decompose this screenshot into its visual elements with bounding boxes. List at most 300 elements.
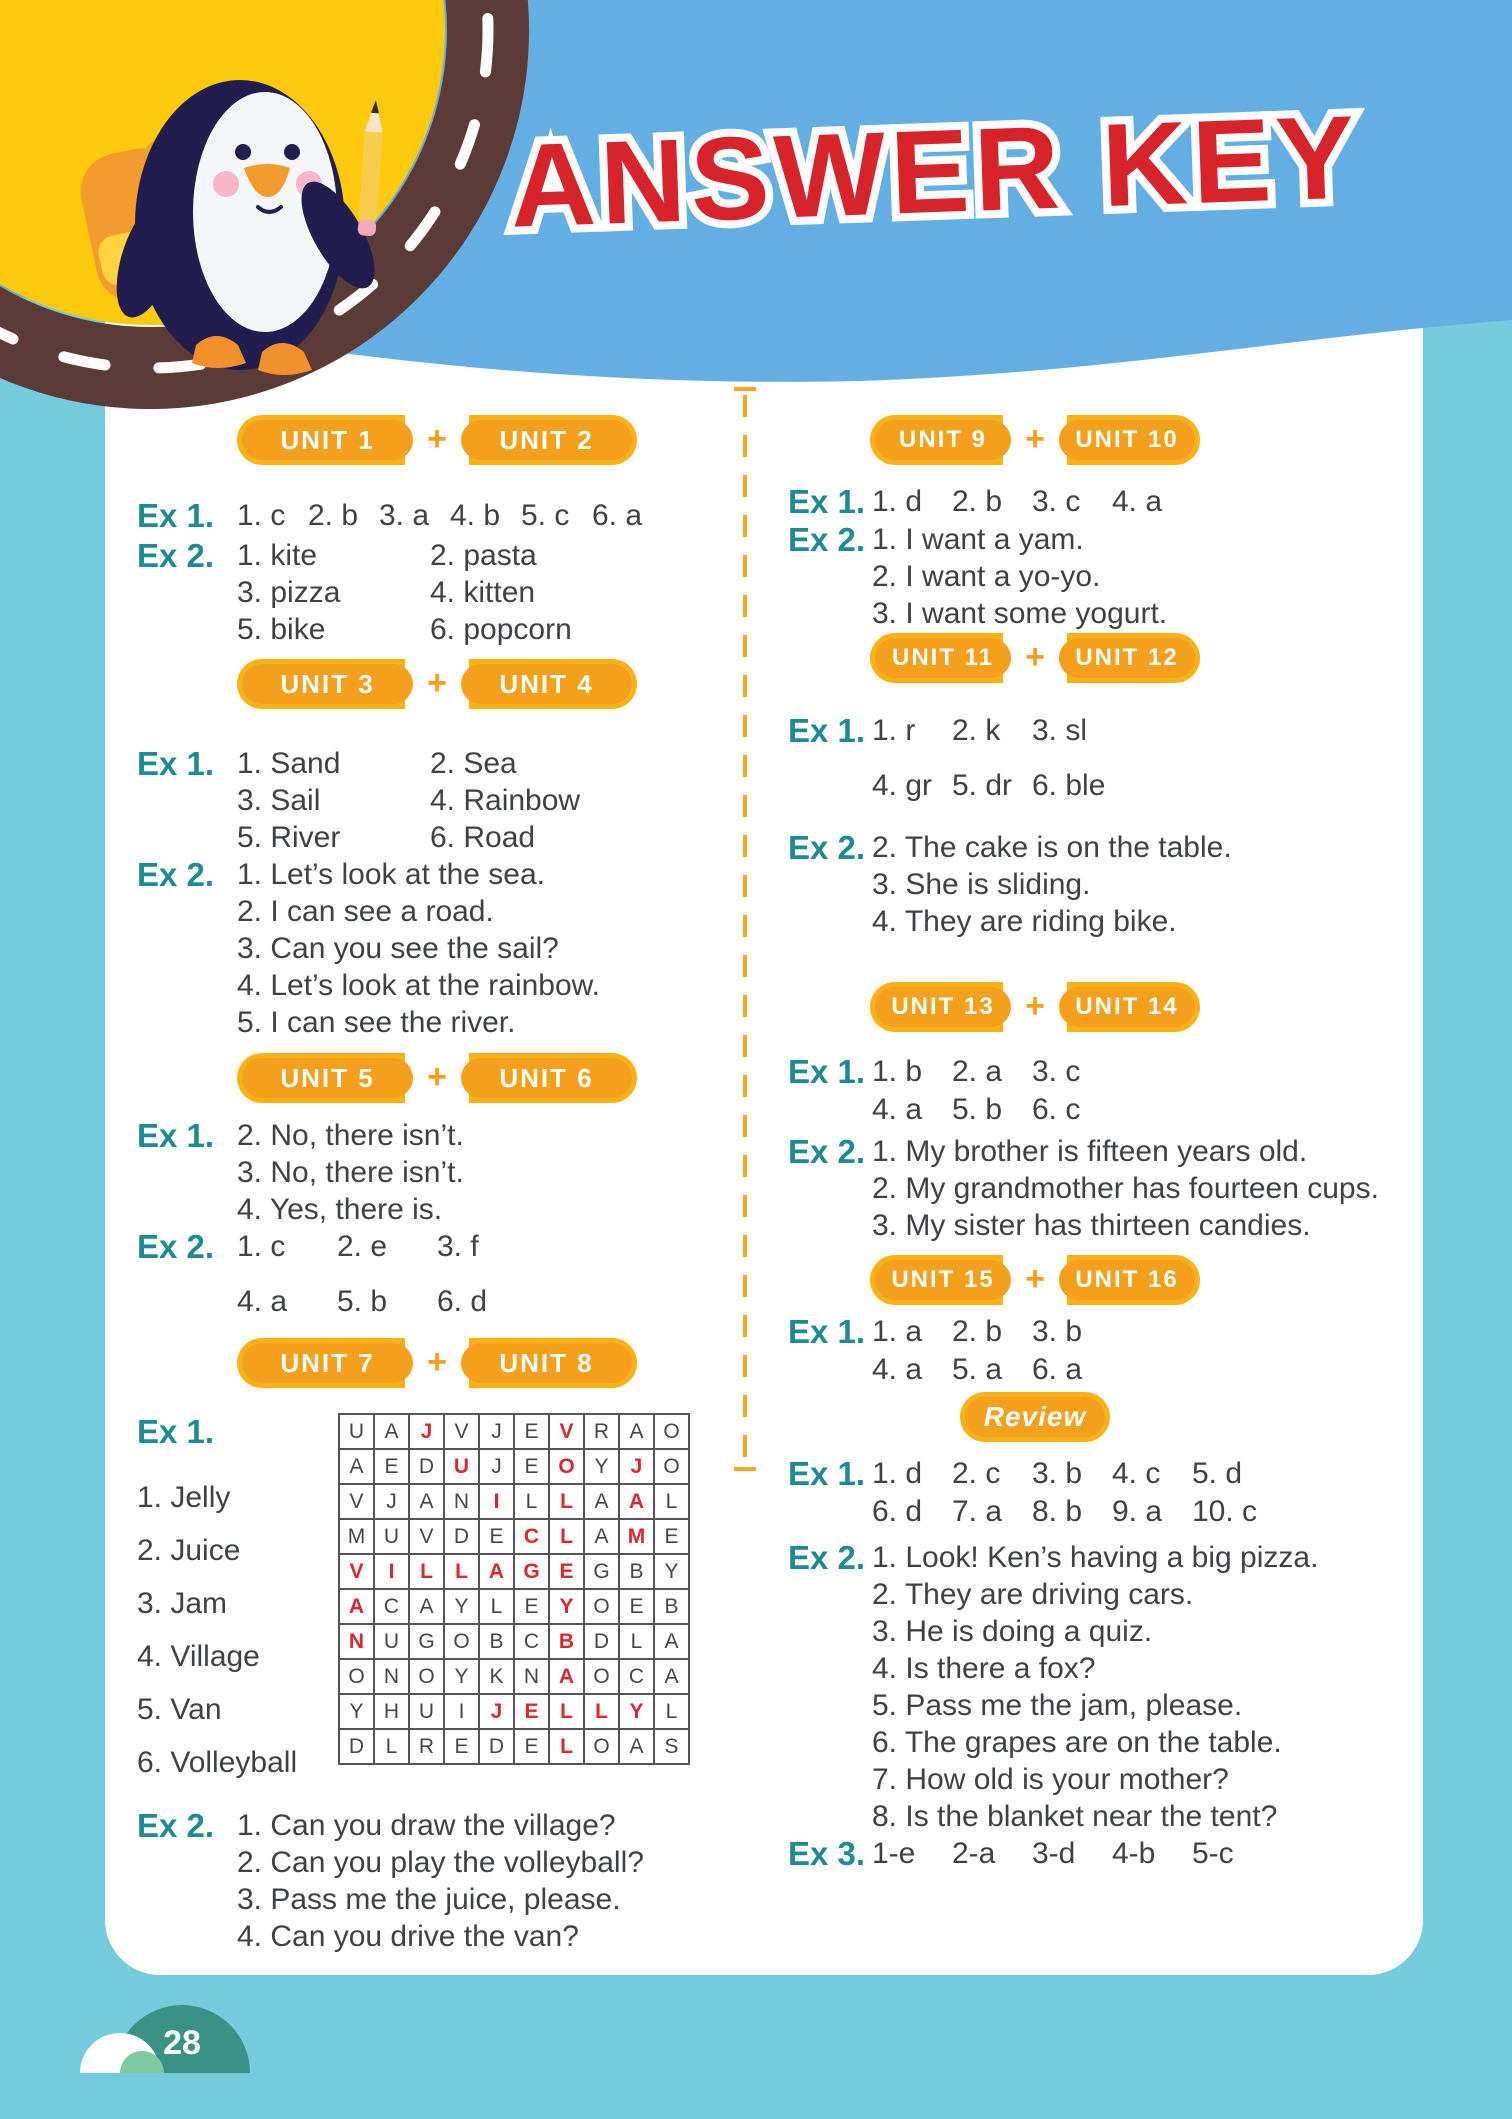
- exercise-label: Ex 2.: [788, 829, 866, 866]
- exercise-label: Ex 1.: [137, 1413, 215, 1450]
- grid-cell: I: [479, 1484, 514, 1519]
- grid-cell: E: [654, 1519, 689, 1554]
- unit-badge-right-label: UNIT 8: [461, 1343, 632, 1383]
- grid-cell: Y: [444, 1589, 479, 1624]
- exercise-answers: [872, 1539, 1427, 1835]
- exercise: [788, 521, 1423, 632]
- exercise: [137, 745, 693, 856]
- word-list-item: 2. Juice: [137, 1534, 241, 1567]
- answer-pair-row: [237, 745, 707, 782]
- grid-cell: V: [339, 1484, 374, 1519]
- exercise-label: Ex 1.: [137, 1117, 215, 1154]
- word-search-exercise: [137, 1413, 693, 1797]
- answer-item: 3. b: [1032, 1315, 1083, 1348]
- unit-section: [788, 415, 1423, 632]
- grid-cell: A: [374, 1414, 409, 1449]
- unit-section: [788, 633, 1423, 940]
- answer-item: 2. c: [952, 1457, 1001, 1490]
- exercise-label: Ex 2.: [137, 537, 215, 574]
- exercise: [788, 1539, 1423, 1835]
- exercise: [137, 856, 693, 1041]
- answer-item: 5. River: [237, 821, 341, 854]
- answer-item: 4-b: [1112, 1837, 1156, 1870]
- answer-pair-row: [237, 574, 707, 611]
- grid-cell: A: [584, 1519, 619, 1554]
- unit-badge-right-label: UNIT 16: [1059, 1260, 1195, 1300]
- answer-item: 3. c: [1032, 485, 1081, 518]
- unit-badge-left-label: UNIT 13: [875, 987, 1011, 1027]
- exercise: [137, 1117, 693, 1228]
- unit-section: [137, 1053, 693, 1321]
- answer-line: 7. How old is your mother?: [872, 1763, 1229, 1796]
- exercise-answers: [237, 537, 707, 648]
- grid-cell: B: [479, 1624, 514, 1659]
- grid-cell: B: [619, 1554, 654, 1589]
- grid-cell: J: [479, 1449, 514, 1484]
- plus-icon: +: [1025, 986, 1045, 1025]
- right-column: [788, 400, 1423, 1873]
- answer-line: 3. He is doing a quiz.: [872, 1615, 1153, 1648]
- grid-cell: A: [409, 1484, 444, 1519]
- grid-cell: D: [479, 1729, 514, 1764]
- answer-line: 3. Can you see the sail?: [237, 932, 559, 965]
- page-number-hill: [70, 1990, 330, 2075]
- answer-line: 2. I want a yo-yo.: [872, 560, 1101, 593]
- answer-item: 2. b: [308, 499, 359, 532]
- unit-badge-left-label: UNIT 11: [875, 638, 1011, 678]
- plus-icon: +: [427, 663, 447, 702]
- answer-line: 4. Yes, there is.: [237, 1193, 443, 1226]
- exercise-label: Ex 3.: [788, 1835, 866, 1872]
- grid-cell: C: [619, 1659, 654, 1694]
- exercise-answers: [872, 829, 1427, 940]
- answer-item: 2. k: [952, 714, 1001, 747]
- grid-cell: A: [549, 1659, 584, 1694]
- answer-item: 6. ble: [1032, 769, 1106, 802]
- answer-item: 3. Sail: [237, 784, 321, 817]
- badge-notch: [405, 1338, 469, 1388]
- grid-cell: D: [409, 1449, 444, 1484]
- answer-row: [872, 1053, 1427, 1091]
- word-search-grid: [338, 1413, 690, 1765]
- answer-item: 1. d: [872, 1457, 923, 1490]
- answer-item: 2. pasta: [430, 539, 537, 572]
- grid-cell: O: [584, 1589, 619, 1624]
- answer-item: 6. Road: [430, 821, 536, 854]
- grid-cell: E: [444, 1729, 479, 1764]
- grid-cell: L: [549, 1519, 584, 1554]
- grid-cell: J: [479, 1414, 514, 1449]
- answer-item: 5. b: [337, 1285, 388, 1318]
- unit-section: [788, 1392, 1423, 1873]
- grid-cell: L: [549, 1484, 584, 1519]
- answer-item: 4. c: [1112, 1457, 1161, 1490]
- grid-cell: N: [339, 1624, 374, 1659]
- grid-cell: L: [514, 1484, 549, 1519]
- unit-section: [137, 1338, 693, 1955]
- grid-cell: O: [654, 1414, 689, 1449]
- exercise-answers: [872, 1835, 1427, 1873]
- grid-cell: U: [444, 1449, 479, 1484]
- unit-badge-left-label: UNIT 5: [242, 1058, 413, 1098]
- grid-cell: A: [619, 1414, 654, 1449]
- grid-cell: A: [654, 1659, 689, 1694]
- answer-line: 1. Look! Ken’s having a big pizza.: [872, 1541, 1319, 1574]
- plus-icon: +: [427, 419, 447, 458]
- unit-badge: [870, 415, 1200, 465]
- grid-cell: Y: [444, 1659, 479, 1694]
- grid-row: [339, 1659, 689, 1694]
- exercise-label: Ex 2.: [788, 1133, 866, 1170]
- grid-cell: L: [444, 1554, 479, 1589]
- grid-cell: C: [514, 1624, 549, 1659]
- grid-cell: K: [479, 1659, 514, 1694]
- grid-cell: E: [374, 1449, 409, 1484]
- left-column: [137, 400, 693, 1955]
- header-art: [0, 0, 1512, 440]
- unit-badge-right-label: UNIT 14: [1059, 987, 1195, 1027]
- grid-cell: M: [339, 1519, 374, 1554]
- grid-cell: E: [514, 1449, 549, 1484]
- grid-cell: O: [444, 1624, 479, 1659]
- answer-line: 2. Can you play the volleyball?: [237, 1846, 644, 1879]
- grid-cell: L: [409, 1554, 444, 1589]
- grid-cell: V: [409, 1519, 444, 1554]
- exercise: [788, 712, 1423, 805]
- plus-icon: +: [1025, 1259, 1045, 1298]
- grid-cell: L: [549, 1694, 584, 1729]
- exercise-answers: [872, 1053, 1427, 1129]
- grid-cell: L: [654, 1484, 689, 1519]
- answer-line: 3. I want some yogurt.: [872, 597, 1168, 630]
- badge-notch: [1003, 633, 1067, 683]
- exercise-answers: [237, 497, 707, 535]
- grid-cell: S: [654, 1729, 689, 1764]
- answer-item: 4. kitten: [430, 576, 536, 609]
- unit-section: [137, 659, 693, 1041]
- answer-line: 2. No, there isn’t.: [237, 1119, 464, 1152]
- exercise: [137, 537, 693, 648]
- answer-item: 3. sl: [1032, 714, 1088, 747]
- answer-line: 5. I can see the river.: [237, 1006, 516, 1039]
- grid-cell: J: [409, 1414, 444, 1449]
- exercise-answers: [872, 1455, 1427, 1531]
- grid-cell: Y: [339, 1694, 374, 1729]
- answer-item: 5. bike: [237, 613, 326, 646]
- answer-item: 4. a: [237, 1285, 288, 1318]
- grid-cell: G: [409, 1624, 444, 1659]
- answer-item: 5. d: [1192, 1457, 1243, 1490]
- answer-item: 4. gr: [872, 769, 933, 802]
- grid-cell: E: [514, 1694, 549, 1729]
- unit-badge: [237, 415, 637, 465]
- grid-cell: E: [514, 1414, 549, 1449]
- answer-line: 3. She is sliding.: [872, 868, 1091, 901]
- answer-line: 8. Is the blanket near the tent?: [872, 1800, 1278, 1833]
- answer-item: 4. a: [872, 1353, 923, 1386]
- plus-icon: +: [1025, 637, 1045, 676]
- grid-cell: A: [654, 1624, 689, 1659]
- grid-cell: L: [619, 1624, 654, 1659]
- answer-item: 1. kite: [237, 539, 318, 572]
- answer-row: [872, 1313, 1427, 1351]
- exercise: [137, 1807, 693, 1955]
- unit-badge-left-label: UNIT 7: [242, 1343, 413, 1383]
- answer-item: 4. Rainbow: [430, 784, 581, 817]
- answer-pair-row: [237, 782, 707, 819]
- grid-cell: G: [514, 1554, 549, 1589]
- word-list-item: 4. Village: [137, 1640, 260, 1673]
- page-number: 28: [163, 2024, 201, 2062]
- grid-cell: N: [444, 1484, 479, 1519]
- grid-cell: Y: [619, 1694, 654, 1729]
- badge-notch: [405, 415, 469, 465]
- unit-section: [788, 1255, 1423, 1389]
- grid-row: [339, 1519, 689, 1554]
- exercise: [788, 1313, 1423, 1389]
- badge-notch: [1003, 415, 1067, 465]
- answer-item: 6. d: [872, 1495, 923, 1528]
- grid-cell: O: [549, 1449, 584, 1484]
- unit-section: [137, 415, 693, 648]
- answer-item: 6. popcorn: [430, 613, 572, 646]
- grid-cell: U: [409, 1694, 444, 1729]
- answer-item: 1-e: [872, 1837, 916, 1870]
- grid-row: [339, 1449, 689, 1484]
- exercise-answers: [237, 1228, 707, 1321]
- badge-notch: [405, 659, 469, 709]
- unit-badge-left-label: UNIT 3: [242, 664, 413, 704]
- answer-item: 1. b: [872, 1055, 923, 1088]
- answer-item: 2. b: [952, 485, 1003, 518]
- grid-cell: J: [479, 1694, 514, 1729]
- exercise-answers: [872, 521, 1427, 632]
- exercise-answers: [872, 1133, 1427, 1244]
- grid-cell: E: [619, 1589, 654, 1624]
- grid-cell: A: [619, 1729, 654, 1764]
- grid-cell: Y: [654, 1554, 689, 1589]
- exercise-label: Ex 1.: [137, 497, 215, 534]
- answer-item: 2-a: [952, 1837, 996, 1870]
- answer-line: 1. I want a yam.: [872, 523, 1084, 556]
- answer-row: [872, 1493, 1427, 1531]
- answer-item: 1. d: [872, 485, 923, 518]
- exercise-label: Ex 2.: [788, 1539, 866, 1576]
- grid-row: [339, 1414, 689, 1449]
- answer-item: 6. a: [1032, 1353, 1083, 1386]
- exercise-answers: [237, 745, 707, 856]
- review-badge-label: Review: [965, 1397, 1105, 1437]
- grid-row: [339, 1554, 689, 1589]
- answer-item: 4. a: [1112, 485, 1163, 518]
- unit-badge: [870, 1255, 1200, 1305]
- grid-cell: J: [374, 1484, 409, 1519]
- answer-line: 2. The cake is on the table.: [872, 831, 1232, 864]
- grid-cell: U: [374, 1519, 409, 1554]
- answer-line: 3. My sister has thirteen candies.: [872, 1209, 1311, 1242]
- answer-line: 2. They are driving cars.: [872, 1578, 1194, 1611]
- answer-item: 3. f: [437, 1230, 479, 1263]
- answer-pair-row: [237, 537, 707, 574]
- unit-badge: [237, 659, 637, 709]
- grid-cell: O: [409, 1659, 444, 1694]
- unit-badge: [237, 1053, 637, 1103]
- grid-cell: R: [584, 1414, 619, 1449]
- exercise: [788, 1053, 1423, 1129]
- answer-line: 1. Can you draw the village?: [237, 1809, 616, 1842]
- grid-cell: A: [339, 1449, 374, 1484]
- grid-cell: L: [654, 1694, 689, 1729]
- answer-row: [237, 1228, 707, 1266]
- grid-cell: J: [619, 1449, 654, 1484]
- grid-cell: L: [549, 1729, 584, 1764]
- answer-row: [872, 1835, 1427, 1873]
- answer-line: 2. My grandmother has fourteen cups.: [872, 1172, 1379, 1205]
- unit-badge: [870, 633, 1200, 683]
- grid-cell: E: [549, 1554, 584, 1589]
- exercise-answers: [237, 1117, 707, 1228]
- answer-pair-row: [237, 611, 707, 648]
- answer-item: 8. b: [1032, 1495, 1083, 1528]
- answer-item: 9. a: [1112, 1495, 1163, 1528]
- answer-item: 6. d: [437, 1285, 488, 1318]
- answer-line: 4. Is there a fox?: [872, 1652, 1096, 1685]
- answer-item: 3. b: [1032, 1457, 1083, 1490]
- unit-badge-right-label: UNIT 2: [461, 420, 632, 460]
- word-list-item: 3. Jam: [137, 1587, 228, 1620]
- grid-cell: V: [549, 1414, 584, 1449]
- grid-cell: N: [514, 1659, 549, 1694]
- answer-row: [237, 1283, 707, 1321]
- answer-line: 3. Pass me the juice, please.: [237, 1883, 621, 1916]
- answer-item: 3. a: [379, 499, 430, 532]
- grid-cell: U: [374, 1624, 409, 1659]
- grid-cell: I: [374, 1554, 409, 1589]
- grid-cell: E: [514, 1589, 549, 1624]
- grid-cell: D: [584, 1624, 619, 1659]
- exercise-label: Ex 1.: [788, 712, 866, 749]
- unit-section: [788, 982, 1423, 1244]
- exercise: [137, 497, 693, 535]
- grid-cell: A: [479, 1554, 514, 1589]
- answer-line: 1. My brother is fifteen years old.: [872, 1135, 1308, 1168]
- answer-line: 4. Let’s look at the rainbow.: [237, 969, 601, 1002]
- grid-cell: B: [654, 1589, 689, 1624]
- grid-cell: H: [374, 1694, 409, 1729]
- grid-cell: R: [409, 1729, 444, 1764]
- exercise-label: Ex 1.: [788, 483, 866, 520]
- answer-item: 1. Sand: [237, 747, 341, 780]
- answer-row: [872, 1351, 1427, 1389]
- word-list-item: 5. Van: [137, 1693, 222, 1726]
- grid-cell: B: [549, 1624, 584, 1659]
- review-badge: [960, 1392, 1110, 1442]
- answer-pair-row: [237, 819, 707, 856]
- answer-line: 3. No, there isn’t.: [237, 1156, 464, 1189]
- unit-badge-right-label: UNIT 10: [1059, 420, 1195, 460]
- answer-row: [872, 767, 1427, 805]
- answer-item: 6. a: [592, 499, 643, 532]
- grid-cell: O: [654, 1449, 689, 1484]
- answer-line: 5. Pass me the jam, please.: [872, 1689, 1243, 1722]
- grid-cell: C: [514, 1519, 549, 1554]
- exercise-answers: [872, 1313, 1427, 1389]
- grid-cell: M: [619, 1519, 654, 1554]
- answer-row: [872, 483, 1427, 521]
- badge-notch: [405, 1053, 469, 1103]
- answer-row: [237, 497, 707, 535]
- grid-cell: L: [479, 1589, 514, 1624]
- exercise-label: Ex 2.: [137, 1807, 215, 1844]
- grid-cell: G: [584, 1554, 619, 1589]
- exercise-answers: [872, 483, 1427, 521]
- grid-cell: L: [374, 1729, 409, 1764]
- answer-item: 1. r: [872, 714, 916, 747]
- exercise-answers: [237, 1807, 707, 1955]
- grid-row: [339, 1694, 689, 1729]
- answer-item: 3. c: [1032, 1055, 1081, 1088]
- plus-icon: +: [1025, 419, 1045, 458]
- grid-cell: A: [409, 1589, 444, 1624]
- exercise-label: Ex 1.: [788, 1455, 866, 1492]
- exercise: [788, 829, 1423, 940]
- exercise: [788, 1133, 1423, 1244]
- exercise-label: Ex 2.: [137, 856, 215, 893]
- answer-item: 1. c: [237, 1230, 286, 1263]
- page-title: ANSWER KEY: [507, 91, 1362, 253]
- badge-notch: [1003, 1255, 1067, 1305]
- answer-item: 5. dr: [952, 769, 1013, 802]
- exercise-label: Ex 2.: [788, 521, 866, 558]
- grid-cell: Y: [584, 1449, 619, 1484]
- word-list-item: 6. Volleyball: [137, 1746, 298, 1779]
- exercise: [137, 1228, 693, 1321]
- word-list-item: 1. Jelly: [137, 1481, 231, 1514]
- answer-item: 5. a: [952, 1353, 1003, 1386]
- unit-badge-right-label: UNIT 6: [461, 1058, 632, 1098]
- answer-item: 4. b: [450, 499, 501, 532]
- answer-item: 3-d: [1032, 1837, 1076, 1870]
- exercise-label: Ex 2.: [137, 1228, 215, 1265]
- grid-cell: U: [339, 1414, 374, 1449]
- plus-icon: +: [427, 1342, 447, 1381]
- exercise: [788, 1835, 1423, 1873]
- unit-badge-left-label: UNIT 9: [875, 420, 1011, 460]
- badge-notch: [1003, 982, 1067, 1032]
- grid-cell: V: [444, 1414, 479, 1449]
- grid-cell: I: [444, 1694, 479, 1729]
- answer-item: 2. e: [337, 1230, 388, 1263]
- answer-item: 10. c: [1192, 1495, 1258, 1528]
- word-list: [137, 1413, 337, 1789]
- grid-cell: E: [479, 1519, 514, 1554]
- answer-line: 1. Let’s look at the sea.: [237, 858, 545, 891]
- answer-item: 6. c: [1032, 1093, 1081, 1126]
- answer-row: [872, 712, 1427, 750]
- answer-item: 5. b: [952, 1093, 1003, 1126]
- grid-row: [339, 1484, 689, 1519]
- answer-row: [872, 1455, 1427, 1493]
- exercise-answers: [872, 712, 1427, 805]
- grid-cell: C: [374, 1589, 409, 1624]
- grid-cell: A: [619, 1484, 654, 1519]
- grid-cell: O: [584, 1729, 619, 1764]
- answer-line: 4. They are riding bike.: [872, 905, 1177, 938]
- answer-row: [872, 1091, 1427, 1129]
- grid-row: [339, 1624, 689, 1659]
- answer-item: 2. a: [952, 1055, 1003, 1088]
- grid-cell: O: [584, 1659, 619, 1694]
